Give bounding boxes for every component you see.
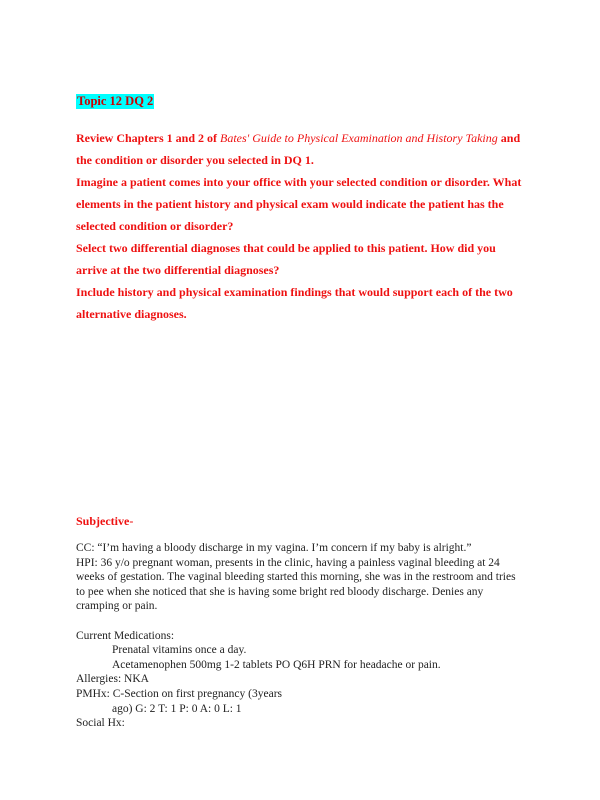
prompt-paragraph-differential: Select two differential diagnoses that could be applied to this patient. How did you arrive at the two differential diagnoses?: [76, 241, 496, 277]
allergies: Allergies: NKA: [76, 673, 149, 686]
subjective-section: [76, 541, 526, 731]
subjective-heading: Subjective-: [76, 514, 134, 528]
spacer: [76, 614, 526, 629]
medication-item: Prenatal vitamins once a day.: [112, 644, 247, 657]
prompt-paragraph-findings: Include history and physical examination findings that would support each of the two alternative diagnoses.: [76, 285, 513, 321]
discussion-prompt: [76, 127, 528, 325]
book-title: Bates' Guide to Physical Examination and History Taking: [220, 131, 498, 145]
medications-label: Current Medications:: [76, 629, 175, 642]
social-history: Social Hx:: [76, 717, 125, 730]
medication-item: Acetamenophen 500mg 1-2 tablets PO Q6H PRN for headache or pain.: [112, 658, 441, 671]
prompt-review-text: Review Chapters 1 and 2 of: [76, 131, 220, 145]
pmhx-continued: ago) G: 2 T: 1 P: 0 A: 0 L: 1: [112, 702, 242, 715]
topic-label: Topic 12 DQ 2: [77, 94, 154, 108]
prompt-paragraph-imagine: Imagine a patient comes into your office with your selected condition or disorder. What elements in the patient history and physical exam would indicate the patient has the selected condition or disorder?: [76, 175, 522, 233]
hpi: HPI: 36 y/o pregnant woman, presents in the clinic, having a painless vaginal bleeding at 24 weeks of gestation. The vaginal bleeding started this morning, she was in the restroom and tries to pee when she noticed that she is having some bright red bloody discharge. Denies any cramping or pain.: [76, 556, 516, 613]
pmhx: PMHx: C-Section on first pregnancy (3years: [76, 687, 283, 700]
prompt-review-text-end: and the condition or disorder you selected in DQ 1.: [76, 131, 521, 167]
chief-complaint: CC: “I’m having a bloody discharge in my vagina. I’m concern if my baby is alright.”: [76, 542, 472, 554]
prompt-paragraph-review: [76, 127, 528, 171]
